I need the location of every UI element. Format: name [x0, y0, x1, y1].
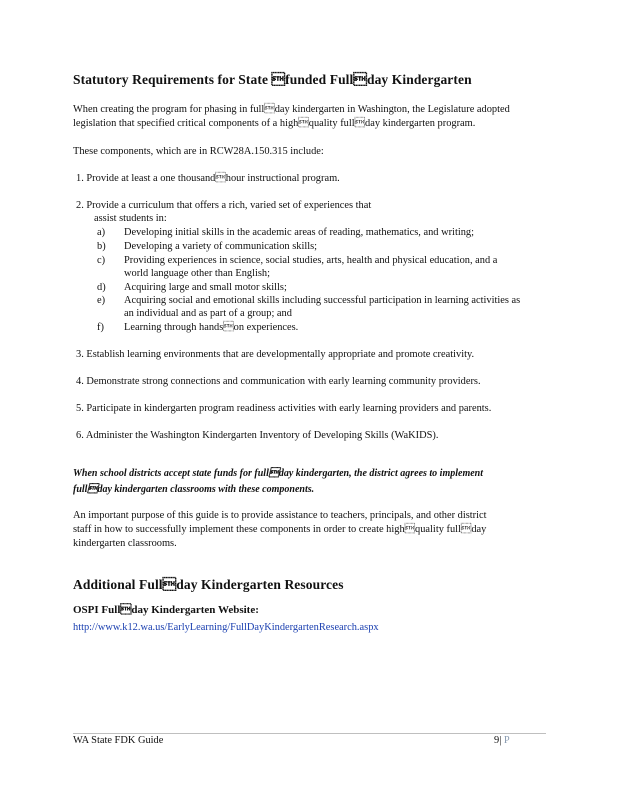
sub-item-letter: d)	[97, 282, 106, 293]
section-heading-resources: Additional Fullday Kindergarten Resources	[73, 577, 344, 592]
page-number: 9	[494, 735, 500, 746]
section-heading-statutory: Statutory Requirements for State funded Fullday Kindergarten	[73, 72, 472, 87]
agreement-line-2: fullday kindergarten classrooms with these components.	[73, 484, 315, 495]
sub-item-text: Developing initial skills in the academic areas of reading, mathematics, and writing;	[124, 227, 474, 238]
list-item-2: 2. Provide a curriculum that offers a rich, varied set of experiences that	[76, 200, 372, 211]
agreement-line-1: When school districts accept state funds for fullday kindergarten, the district agrees to implement	[73, 468, 484, 479]
sub-item-letter: f)	[97, 322, 104, 333]
purpose-line-1: An important purpose of this guide is to provide assistance to teachers, principals, and other district	[73, 510, 487, 521]
intro-line-1: When creating the program for phasing in fullday kindergarten in Washington, the Legislature adopted	[73, 104, 510, 115]
sub-item-text: Learning through handson experiences.	[124, 322, 299, 333]
website-label: OSPI Fullday Kindergarten Website:	[73, 604, 259, 616]
footer-page-number	[494, 735, 510, 746]
purpose-line-3: kindergarten classrooms.	[73, 538, 177, 549]
list-item-2-cont: assist students in:	[94, 213, 167, 224]
intro-line-2: legislation that specified critical components of a highquality fullday kindergarten program.	[73, 118, 476, 129]
footer-divider	[73, 733, 546, 734]
sub-item-text-cont: an individual and as part of a group; and	[124, 308, 292, 319]
sub-item-letter: b)	[97, 241, 106, 252]
purpose-line-2: staff in how to successfully implement these components in order to create highquality fullday	[73, 524, 487, 535]
list-item-6: 6. Administer the Washington Kindergarten Inventory of Developing Skills (WaKIDS).	[76, 430, 439, 441]
list-item-3: 3. Establish learning environments that are developmentally appropriate and promote creativity.	[76, 349, 475, 360]
sub-item-letter: c)	[97, 255, 106, 266]
sub-item-text: Developing a variety of communication skills;	[124, 241, 318, 252]
sub-item-text: Acquiring social and emotional skills including successful participation in learning activities as	[124, 295, 521, 306]
website-link[interactable]: http://www.k12.wa.us/EarlyLearning/FullDayKindergartenResearch.aspx	[73, 622, 379, 633]
page-label: P	[503, 735, 510, 746]
sub-item-letter: a)	[97, 227, 106, 238]
sub-item-letter: e)	[97, 295, 106, 306]
sub-item-text: Acquiring large and small motor skills;	[124, 282, 287, 293]
list-item-4: 4. Demonstrate strong connections and communication with early learning community providers.	[76, 376, 481, 387]
sub-item-text-cont: world language other than English;	[124, 268, 271, 279]
footer-title: WA State FDK Guide	[73, 735, 164, 746]
list-item-1: 1. Provide at least a one thousandhour instructional program.	[76, 173, 340, 184]
sub-item-text: Providing experiences in science, social studies, arts, health and physical education, and a	[124, 255, 498, 266]
page-separator: |	[499, 735, 504, 746]
components-intro: These components, which are in RCW28A.150.315 include:	[73, 146, 324, 157]
list-item-5: 5. Participate in kindergarten program readiness activities with early learning providers and parents.	[76, 403, 492, 414]
